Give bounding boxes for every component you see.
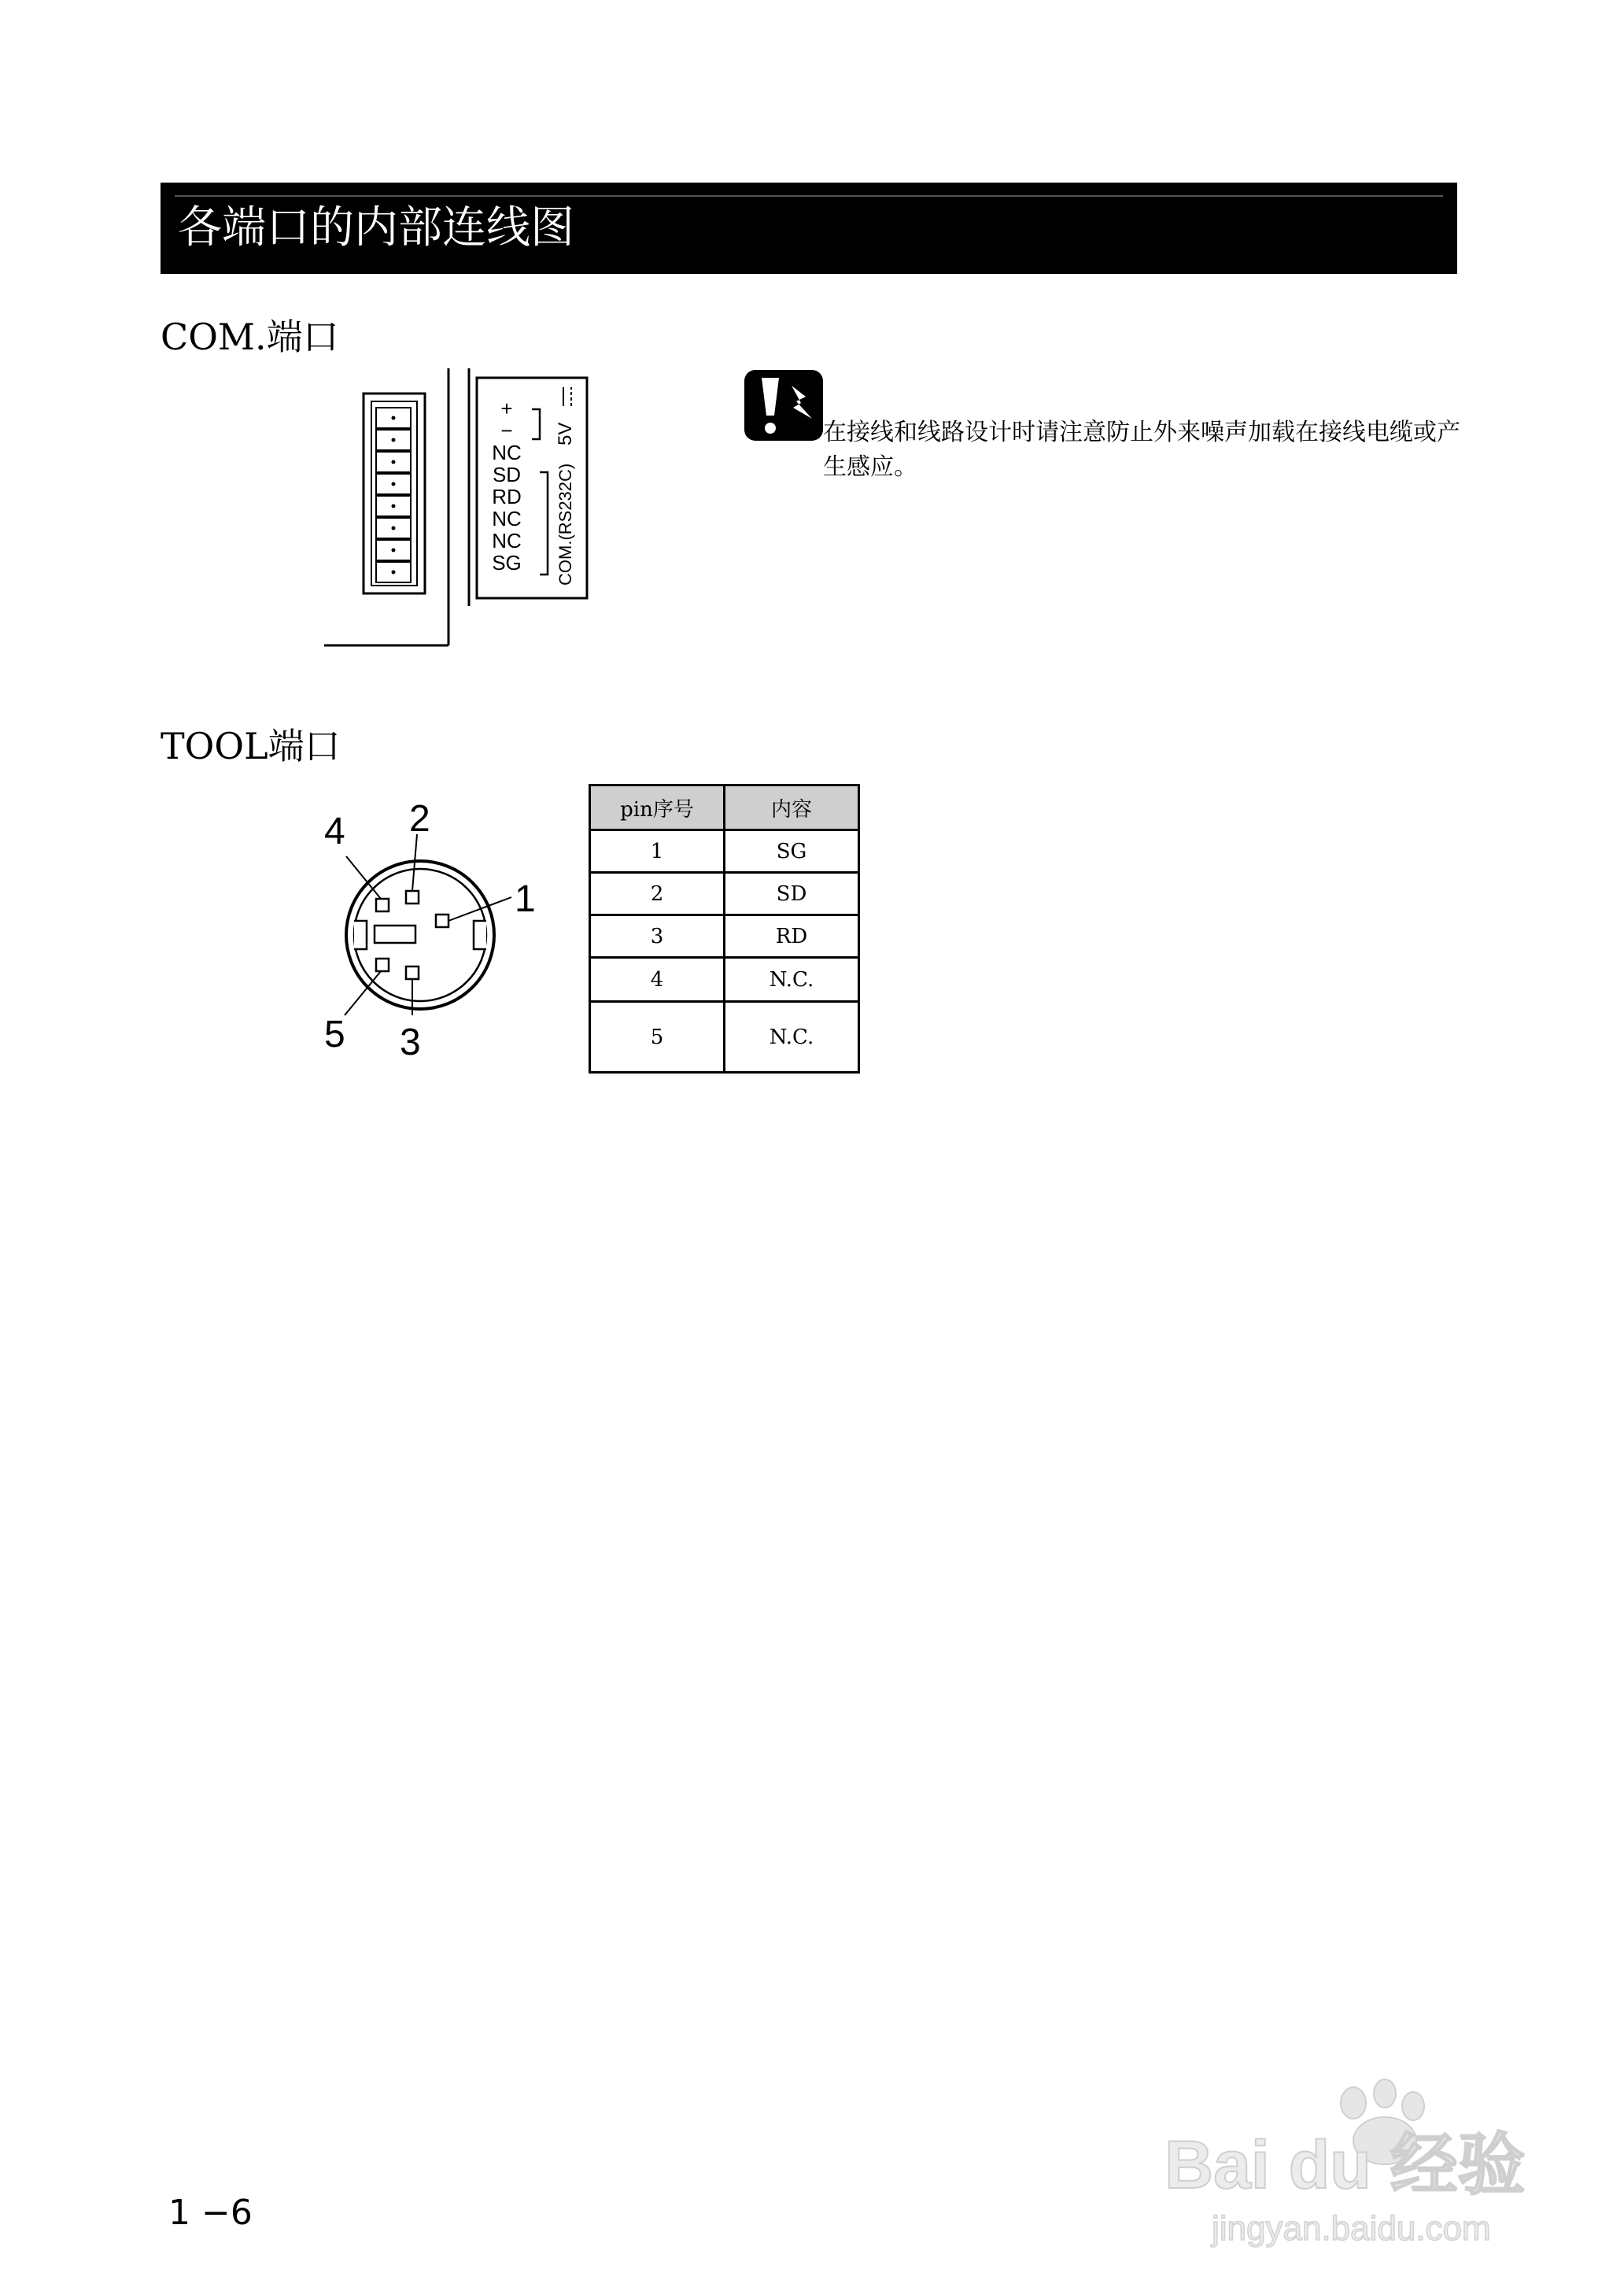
- pin-label: SG: [492, 551, 522, 575]
- pin-label: RD: [492, 485, 522, 508]
- cell-pin: 2: [590, 873, 725, 915]
- dc-symbol: [563, 387, 571, 406]
- group-com-label: COM.(RS232C): [555, 463, 575, 586]
- cell-pin: 3: [590, 915, 725, 958]
- cell-content: N.C.: [725, 1002, 859, 1073]
- cell-content: SG: [725, 830, 859, 873]
- table-row: [590, 958, 859, 1002]
- svg-text:Bai du 经验: Bai du 经验: [1164, 2127, 1526, 2203]
- pin-number-4: 4: [324, 811, 345, 852]
- cell-content: N.C.: [725, 958, 859, 1002]
- pin-label: NC: [492, 441, 522, 464]
- tool-section-label: TOOL端口: [161, 725, 341, 767]
- pin-number-2: 2: [409, 798, 430, 840]
- cell-content: RD: [725, 915, 859, 958]
- page-number: 1 −6: [168, 2193, 253, 2233]
- cell-pin: 1: [590, 830, 725, 873]
- header-content: 内容: [725, 785, 859, 830]
- table-header-row: [590, 785, 859, 830]
- pin-label: +: [500, 397, 513, 420]
- table-row: [590, 1002, 859, 1073]
- pin-assignment-table: [589, 784, 860, 1074]
- pin-label: NC: [492, 529, 522, 552]
- cell-pin: 5: [590, 1002, 725, 1073]
- table-row: [590, 915, 859, 958]
- cell-content: SD: [725, 873, 859, 915]
- caution-icon: [744, 370, 823, 441]
- title-rule: [175, 195, 1443, 197]
- com-pin-labels: [492, 397, 522, 575]
- cell-pin: 4: [590, 958, 725, 1002]
- baidu-watermark-logo: [1157, 2062, 1550, 2251]
- com-section-label: COM.端口: [161, 316, 339, 358]
- pin-number-3: 3: [400, 1022, 421, 1063]
- group-5v-label: 5V: [555, 422, 576, 445]
- terminal-screws: [376, 408, 411, 582]
- tool-connector-diagram: [315, 787, 567, 1070]
- section-title-bar: [161, 183, 1457, 274]
- table-row: [590, 830, 859, 873]
- pin-number-5: 5: [324, 1014, 345, 1055]
- pin-label: −: [500, 419, 513, 442]
- svg-text:jingyan.baidu.com: jingyan.baidu.com: [1212, 2209, 1491, 2248]
- pin-number-1: 1: [515, 878, 536, 920]
- pin-label: NC: [492, 507, 522, 530]
- com-port-diagram: [315, 362, 629, 661]
- pin-label: SD: [492, 463, 522, 486]
- page-title: 各端口的内部连线图: [178, 202, 574, 253]
- table-row: [590, 873, 859, 915]
- caution-text: 在接线和线路设计时请注意防止外来噪声加载在接线电缆或产生感应。: [823, 419, 1460, 481]
- header-pin-number: pin序号: [590, 785, 725, 830]
